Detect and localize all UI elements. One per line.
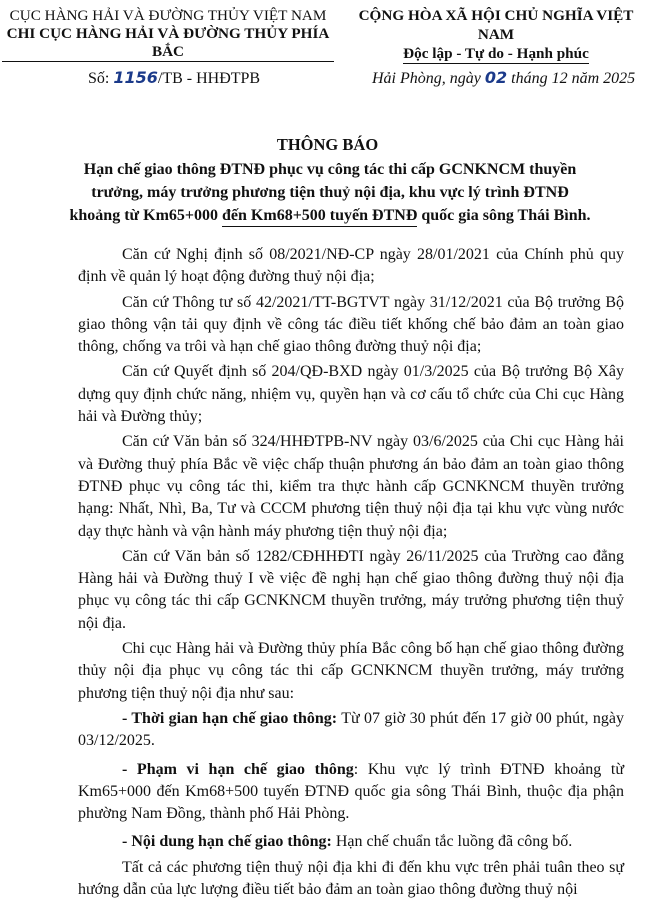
handwritten-number: 1156 [113, 68, 158, 87]
national-motto: Độc lập - Tự do - Hạnh phúc [403, 45, 589, 62]
document-title: THÔNG BÁO [276, 135, 379, 154]
nation-name: CỘNG HÒA XÃ HỘI CHỦ NGHĨA VIỆT NAM [358, 7, 634, 43]
legal-basis-5: Căn cứ Văn bản số 1282/CĐHHĐTI ngày 26/11/2025 của Trường cao đẳng Hàng hải và Đường thuỷ I về việc đề nghị hạn chế giao thông đường thuỷ nội địa phục vụ công tác thi cấp GCNKNCM thuyền trưởng, máy trưởng phương tiện thuỷ nội địa. [78, 547, 624, 632]
legal-basis-4: Căn cứ Văn bản số 324/HHĐTPB-NV ngày 03/6/2025 của Chi cục Hàng hải và Đường thuỷ phía Bắc về việc chấp thuận phương án bảo đảm an toàn giao thông ĐTNĐ phục vụ công tác thi, kiểm tra thực hành cấp GCNKNCM thuyền trưởng hạng: Nhất, Nhì, Ba, Tư và CCCM phương tiện thuỷ nội địa tại khu vực vùng nước dạy thực hành và vận hành máy phương tiện thuỷ nội địa; [78, 433, 624, 540]
document-subtitle: Hạn chế giao thông ĐTNĐ phục vụ công tác thi cấp GCNKNCM thuyền trưởng, máy trưởng phương tiện thuỷ nội địa, khu vực lý trình ĐTNĐ khoảng từ Km65+000 đến Km68+500 tuyến ĐTNĐ quốc gia sông Thái Bình. [30, 158, 630, 227]
document-number: Số: 1156/TB - HHĐTPB [88, 68, 261, 87]
parent-agency: CỤC HÀNG HẢI VÀ ĐƯỜNG THỦY VIỆT NAM [9, 7, 327, 24]
place-date: Hải Phòng, ngày 02 tháng 12 năm 2025 [372, 68, 636, 87]
document-body [78, 244, 624, 904]
legal-basis-1: Căn cứ Nghị định số 08/2021/NĐ-CP ngày 28/01/2021 của Chính phủ quy định về quản lý hoạt động đường thuỷ nội địa; [78, 246, 624, 286]
legal-basis-2: Căn cứ Thông tư số 42/2021/TT-BGTVT ngày 31/12/2021 của Bộ trưởng Bộ giao thông vận tải quy định về công tác điều tiết khống chế bảo đảm an toàn giao thông, chống va trôi và hạn chế giao thông đường thuỷ nội địa; [78, 293, 624, 356]
restriction-content: - Nội dung hạn chế giao thông: Hạn chế chuẩn tắc luồng đã công bố. [122, 833, 573, 851]
announcement-intro: Chi cục Hàng hải và Đường thủy phía Bắc công bố hạn chế giao thông đường thủy nội địa phục vụ công tác thi cấp GCNKNCM thuyền trưởng, máy trưởng phương tiện thuỷ nội địa như sau: [78, 640, 624, 702]
handwritten-day: 02 [484, 68, 508, 87]
legal-basis-3: Căn cứ Quyết định số 204/QĐ-BXD ngày 01/3/2025 của Bộ trưởng Bộ Xây dựng quy định chức năng, nhiệm vụ, quyền hạn và cơ cấu tổ chức của Chi cục Hàng hải và Đường thủy; [78, 363, 624, 426]
national-heading-block [340, 6, 652, 64]
subtitle-underlined: đến Km68+500 tuyến ĐTNĐ [222, 205, 417, 227]
agency-name: CHI CỤC HÀNG HẢI VÀ ĐƯỜNG THỦY PHÍA BẮC [2, 25, 334, 62]
restriction-scope: - Phạm vi hạn chế giao thông: Khu vực lý trình ĐTNĐ khoảng từ Km65+000 đến Km68+500 tuyến ĐTNĐ quốc gia sông Thái Bình, thuộc địa phận phường Nam Đồng, thành phố Hải Phòng. [78, 760, 624, 823]
restriction-time: - Thời gian hạn chế giao thông: Từ 07 giờ 30 phút đến 17 giờ 00 phút, ngày 03/12/2025. [78, 709, 625, 750]
issuing-agency-block [2, 6, 334, 62]
compliance-paragraph: Tất cả các phương tiện thuỷ nội địa khi đi đến khu vực trên phải tuân theo sự hướng dẫn của lực lượng điều tiết bảo đảm an toàn giao thông đường thuỷ nội [78, 858, 624, 899]
